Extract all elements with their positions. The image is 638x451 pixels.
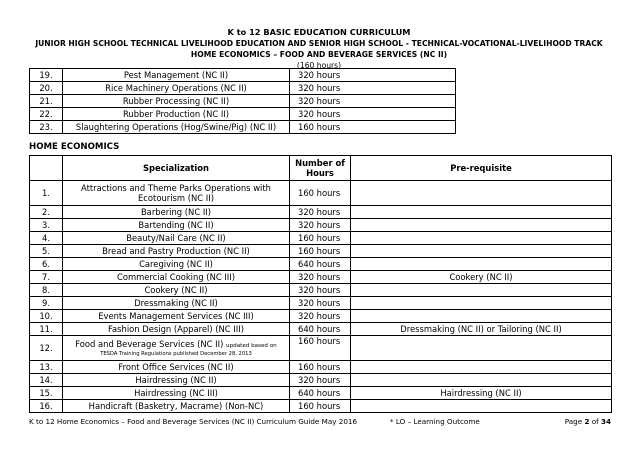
page-num: 2 <box>584 417 590 426</box>
hours-cell: 320 hours <box>290 297 351 310</box>
footer-doc-name: K to 12 Home Economics – Food and Beverage Services (NC II) Curriculum Guide May 2016 <box>29 417 358 426</box>
specialization-cell: Rubber Production (NC II) <box>63 108 290 121</box>
row-number: 3. <box>30 219 63 232</box>
table-row <box>30 82 456 95</box>
row-number: 19. <box>30 69 63 82</box>
hours-cell: 640 hours <box>290 258 351 271</box>
hours-cell: 640 hours <box>290 387 351 400</box>
prerequisite-cell: Cookery (NC II) <box>351 271 612 284</box>
row-number: 23. <box>30 121 63 134</box>
specialization-note-source: TESDA Training Regulations published December 28, 2013 <box>100 351 252 357</box>
hours-cell: 160 hours <box>290 400 351 413</box>
prerequisite-cell <box>351 232 612 245</box>
doc-course-title: HOME ECONOMICS – FOOD AND BEVERAGE SERVICES (NC II) <box>190 50 448 59</box>
table-row <box>30 95 456 108</box>
specialization-cell: Cookery (NC II) <box>63 284 290 297</box>
table-row <box>30 69 456 82</box>
hours-cell: 320 hours <box>290 219 351 232</box>
table-row <box>30 284 612 297</box>
hours-cell: 320 hours <box>290 284 351 297</box>
table-row <box>30 206 612 219</box>
table-row <box>30 297 612 310</box>
table-row <box>30 310 612 323</box>
specialization-cell: Slaughtering Operations (Hog/Swine/Pig) (NC II) <box>63 121 290 134</box>
specialization-cell: Rice Machinery Operations (NC II) <box>63 82 290 95</box>
row-number: 1. <box>30 181 63 206</box>
page-word: Page <box>564 417 583 426</box>
header-specialization: Specialization <box>63 156 290 181</box>
row-number: 8. <box>30 284 63 297</box>
header-prerequisite: Pre-requisite <box>351 156 612 181</box>
specialization-note: updated based on <box>226 343 277 349</box>
row-number: 22. <box>30 108 63 121</box>
prerequisite-cell <box>351 400 612 413</box>
row-number: 5. <box>30 245 63 258</box>
top-specialization-table <box>29 68 456 134</box>
specialization-cell: Beauty/Nail Care (NC II) <box>63 232 290 245</box>
row-number: 2. <box>30 206 63 219</box>
specialization-cell: Events Management Services (NC III) <box>63 310 290 323</box>
specialization-cell: Rubber Processing (NC II) <box>63 95 290 108</box>
table-row <box>30 219 612 232</box>
specialization-cell: Hairdressing (NC II) <box>63 374 290 387</box>
hours-cell: 320 hours <box>290 206 351 219</box>
row-number: 20. <box>30 82 63 95</box>
prerequisite-cell <box>351 181 612 206</box>
row-number: 4. <box>30 232 63 245</box>
prerequisite-cell: Hairdressing (NC II) <box>351 387 612 400</box>
table-row <box>30 121 456 134</box>
hours-cell: 320 hours <box>290 95 456 108</box>
row-number: 11. <box>30 323 63 336</box>
specialization-cell: Hairdressing (NC III) <box>63 387 290 400</box>
prerequisite-cell <box>351 361 612 374</box>
row-number: 13. <box>30 361 63 374</box>
hours-cell: 160 hours <box>290 361 351 374</box>
specialization-cell: Caregiving (NC II) <box>63 258 290 271</box>
prerequisite-cell <box>351 206 612 219</box>
specialization-cell: Dressmaking (NC II) <box>63 297 290 310</box>
hours-cell: 160 hours <box>290 245 351 258</box>
table-row <box>30 323 612 336</box>
table-row <box>30 108 456 121</box>
specialization-cell: Pest Management (NC II) <box>63 69 290 82</box>
specialization-cell: Fashion Design (Apparel) (NC III) <box>63 323 290 336</box>
table-row <box>30 245 612 258</box>
prerequisite-cell <box>351 336 612 361</box>
prerequisite-cell <box>351 297 612 310</box>
prerequisite-cell <box>351 245 612 258</box>
row-number: 12. <box>30 336 63 361</box>
hours-cell: 160 hours <box>290 336 351 361</box>
table-row <box>30 271 612 284</box>
hours-cell: 320 hours <box>290 69 456 82</box>
specialization-cell: Commercial Cooking (NC III) <box>63 271 290 284</box>
hours-cell: 160 hours <box>290 181 351 206</box>
header-hours: Number of Hours <box>290 156 351 181</box>
hours-cell: 320 hours <box>290 108 456 121</box>
hours-cell: 320 hours <box>290 271 351 284</box>
hours-cell: 160 hours <box>290 121 456 134</box>
prerequisite-cell <box>351 258 612 271</box>
table-row <box>30 258 612 271</box>
table-row <box>30 387 612 400</box>
table-row <box>30 400 612 413</box>
table-row <box>30 336 612 361</box>
hours-cell: 320 hours <box>290 310 351 323</box>
specialization-cell: Front Office Services (NC II) <box>63 361 290 374</box>
prerequisite-cell <box>351 374 612 387</box>
specialization-cell: Attractions and Theme Parks Operations with Ecotourism (NC II) <box>63 181 290 206</box>
table-row <box>30 374 612 387</box>
specialization-cell: Handicraft (Basketry, Macrame) (Non-NC) <box>63 400 290 413</box>
section-title: HOME ECONOMICS <box>29 142 120 152</box>
doc-subtitle: JUNIOR HIGH SCHOOL TECHNICAL LIVELIHOOD EDUCATION AND SENIOR HIGH SCHOOL - TECHNICAL-VOCATIONAL-LIVELIHOOD TRACK <box>35 39 603 48</box>
home-economics-table <box>29 155 612 413</box>
prerequisite-cell: Dressmaking (NC II) or Tailoring (NC II) <box>351 323 612 336</box>
specialization-cell: Bartending (NC II) <box>63 219 290 232</box>
hours-cell: 160 hours <box>290 232 351 245</box>
row-number: 6. <box>30 258 63 271</box>
footer-lo-note: * LO – Learning Outcome <box>390 417 480 426</box>
specialization-cell: Bread and Pastry Production (NC II) <box>63 245 290 258</box>
row-number: 10. <box>30 310 63 323</box>
row-number: 15. <box>30 387 63 400</box>
row-number: 21. <box>30 95 63 108</box>
doc-course-hours: (160 hours) <box>296 61 342 70</box>
prerequisite-cell <box>351 310 612 323</box>
header-no <box>30 156 63 181</box>
hours-cell: 320 hours <box>290 374 351 387</box>
table-row <box>30 361 612 374</box>
hours-cell: 640 hours <box>290 323 351 336</box>
row-number: 9. <box>30 297 63 310</box>
prerequisite-cell <box>351 284 612 297</box>
table-header-row <box>30 156 612 181</box>
doc-title: K to 12 BASIC EDUCATION CURRICULUM <box>227 27 411 37</box>
table-row <box>30 232 612 245</box>
hours-cell: 320 hours <box>290 82 456 95</box>
row-number: 14. <box>30 374 63 387</box>
footer-page-number <box>565 417 611 426</box>
specialization-text: Food and Beverage Services (NC II) <box>75 339 224 349</box>
table-row <box>30 181 612 206</box>
row-number: 16. <box>30 400 63 413</box>
row-number: 7. <box>30 271 63 284</box>
of-word: of <box>591 417 599 426</box>
specialization-cell <box>63 336 290 361</box>
page-total: 34 <box>600 417 611 426</box>
prerequisite-cell <box>351 219 612 232</box>
specialization-cell: Barbering (NC II) <box>63 206 290 219</box>
